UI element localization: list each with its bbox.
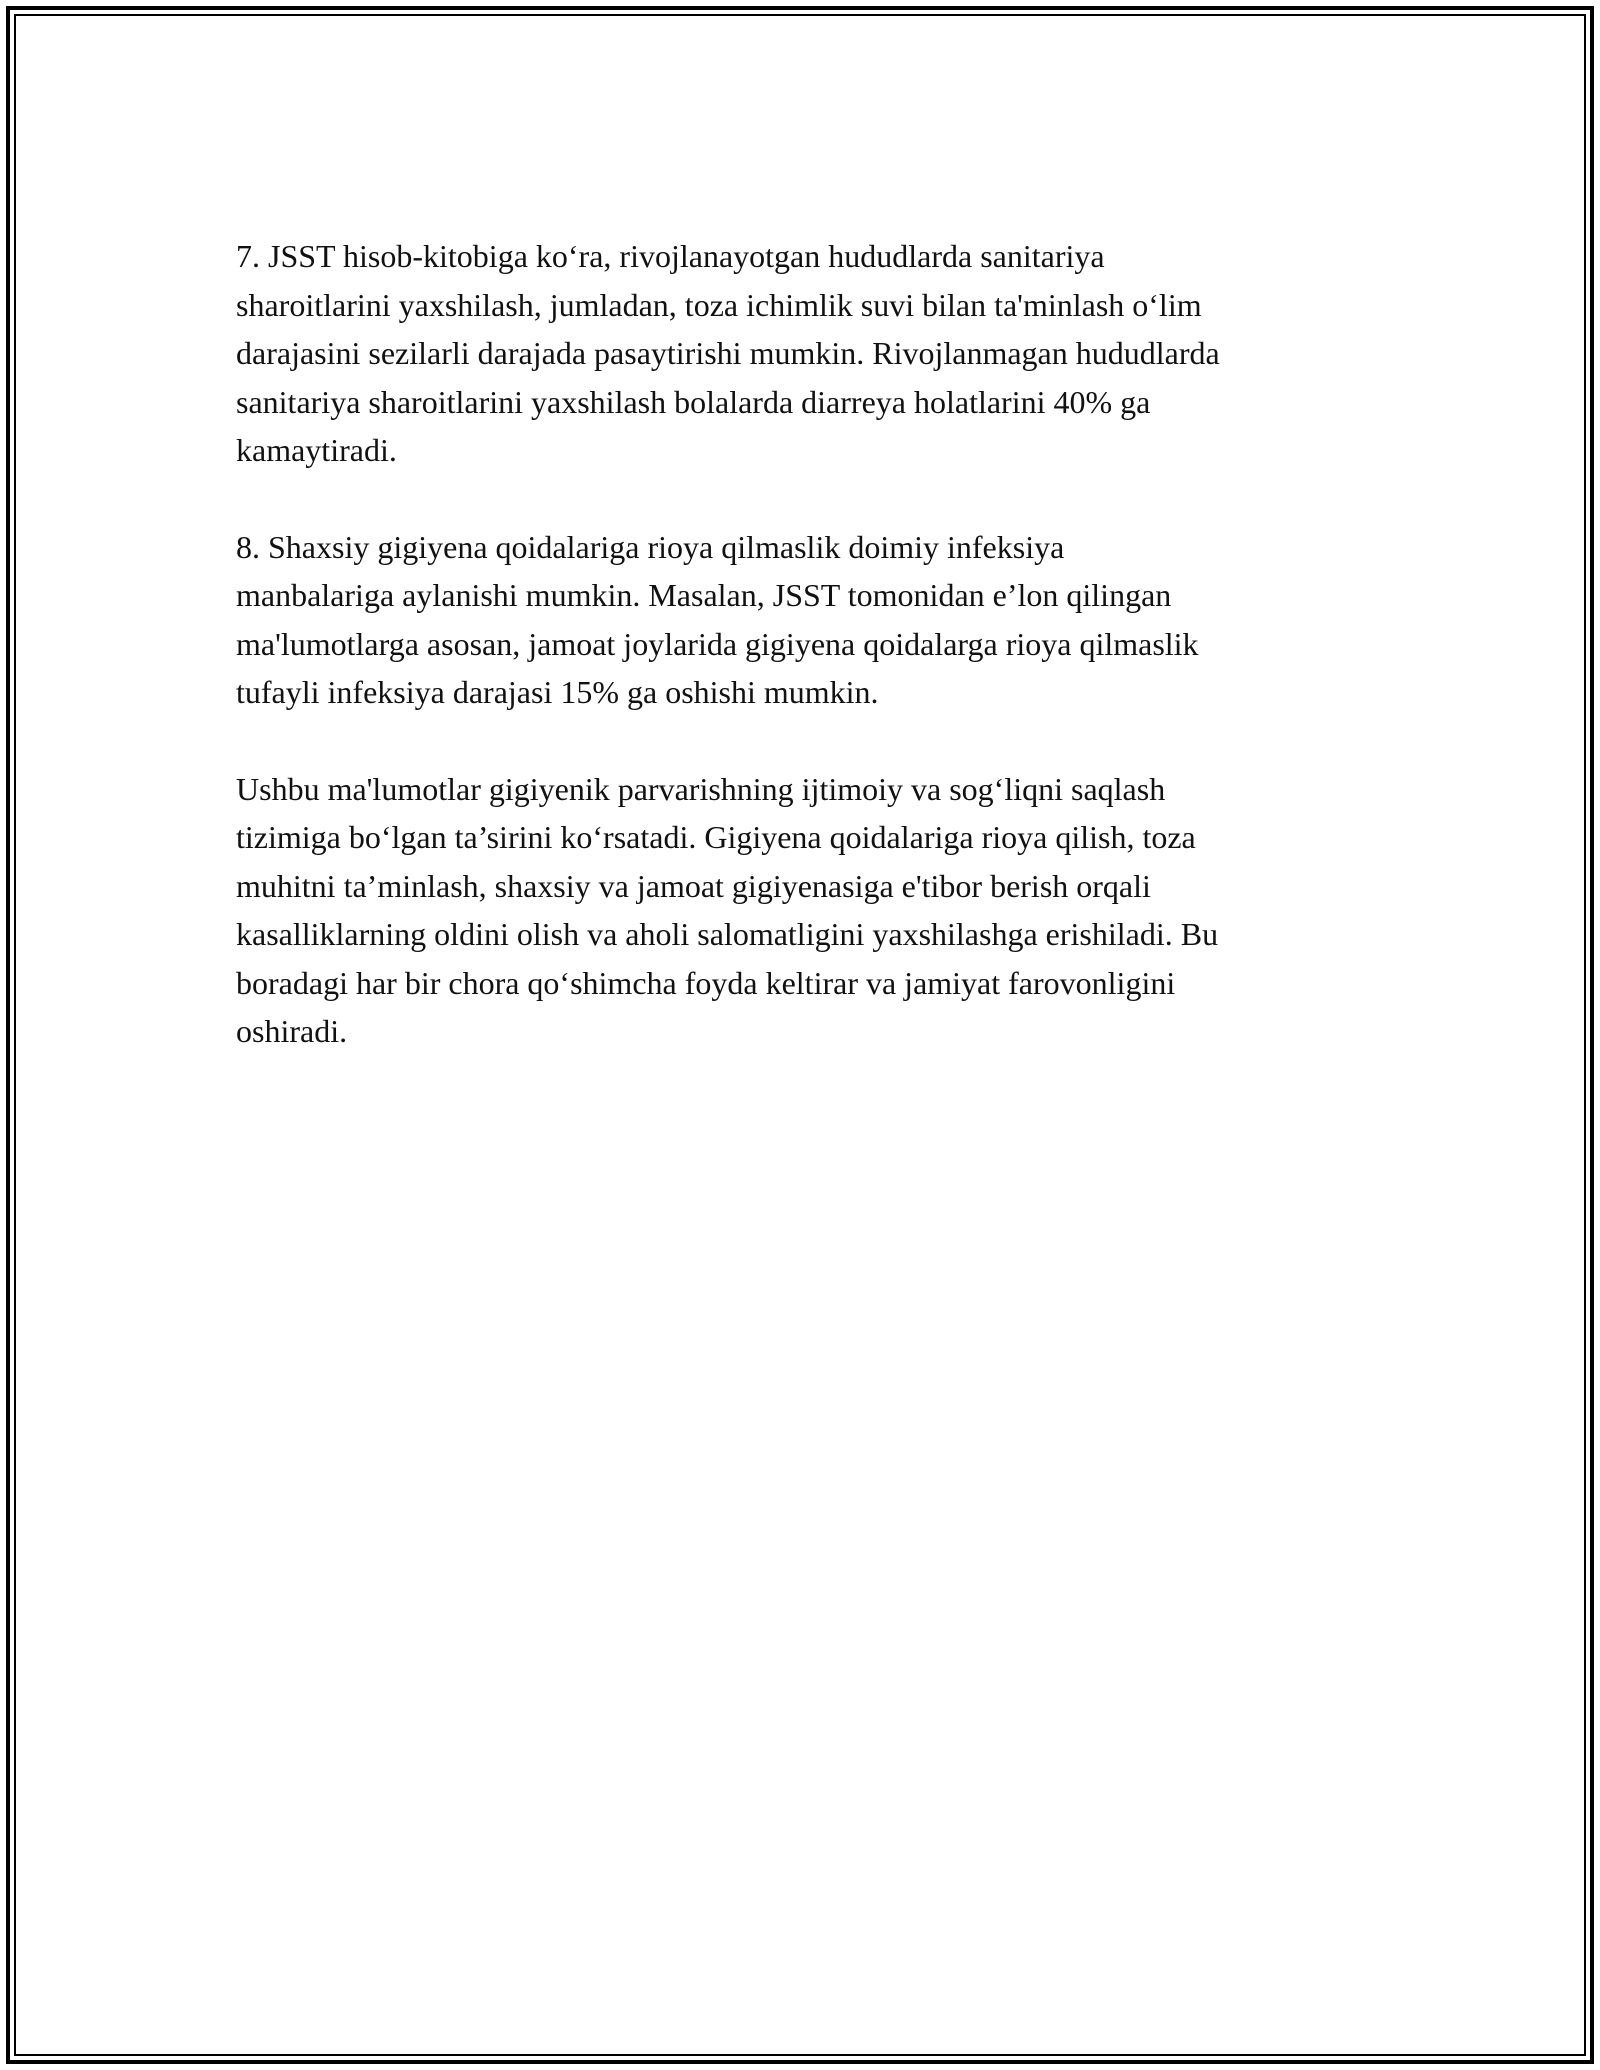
text-line: Ushbu ma'lumotlar gigiyenik parvarishning ijtimoiy va sog‘liqni saqlash (236, 770, 1166, 807)
text-line: tizimiga bo‘lgan ta’sirini ko‘rsatadi. Gigiyena qoidalariga rioya qilish, toza (236, 819, 1196, 855)
document-body (236, 232, 1366, 1104)
text-line: 7. JSST hisob-kitobiga ko‘ra, rivojlanayotgan hududlarda sanitariya (236, 238, 1105, 274)
text-line: manbalariga aylanishi mumkin. Masalan, JSST tomonidan e’lon qilingan (236, 577, 1172, 613)
text-line: boradagi har bir chora qo‘shimcha foyda keltirar va jamiyat farovonligini (236, 964, 1176, 1001)
paragraph-8 (236, 523, 1366, 717)
paragraph-conclusion (236, 765, 1366, 1056)
text-line: sanitariya sharoitlarini yaxshilash bolalarda diarreya holatlarini 40% ga (236, 383, 1151, 420)
text-line: kamaytiradi. (236, 432, 397, 468)
text-line: oshiradi. (236, 1013, 348, 1049)
text-line: sharoitlarini yaxshilash, jumladan, toza ichimlik suvi bilan ta'minlash o‘lim (236, 286, 1202, 323)
paragraph-7 (236, 232, 1366, 475)
text-line: muhitni ta’minlash, shaxsiy va jamoat gigiyenasiga e'tibor berish orqali (236, 867, 1151, 904)
text-line: tufayli infeksiya darajasi 15% ga oshishi mumkin. (236, 674, 879, 710)
text-line: darajasini sezilarli darajada pasaytirishi mumkin. Rivojlanmagan hududlarda (236, 335, 1220, 371)
text-line: 8. Shaxsiy gigiyena qoidalariga rioya qilmaslik doimiy infeksiya (236, 528, 1065, 565)
text-line: kasalliklarning oldini olish va aholi salomatligini yaxshilashga erishiladi. Bu (236, 916, 1219, 952)
text-line: ma'lumotlarga asosan, jamoat joylarida gigiyena qoidalarga rioya qilmaslik (236, 625, 1199, 662)
